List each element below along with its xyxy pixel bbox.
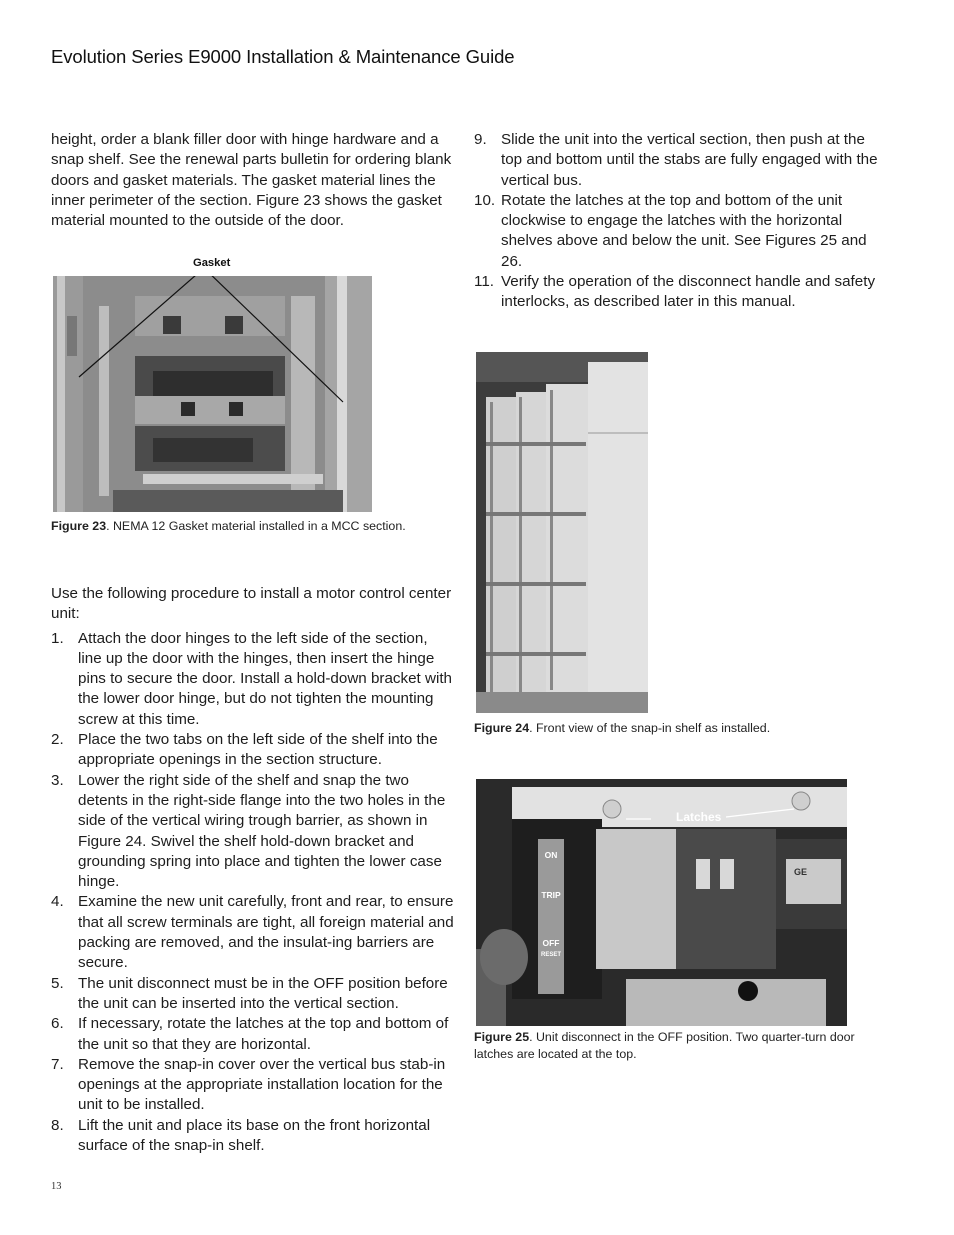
handle-off-label: OFF bbox=[542, 938, 560, 948]
figure-24-photo bbox=[476, 352, 648, 713]
procedure-steps-right bbox=[474, 130, 878, 313]
list-item: 9. Slide the unit into the vertical section, then push at the top and bottom until the stabs are fully engaged with the vertical bus. bbox=[474, 131, 878, 189]
gasket-callout-label: Gasket bbox=[193, 257, 231, 269]
procedure-steps-left bbox=[51, 629, 455, 1157]
unit-disconnect-illustration bbox=[476, 779, 847, 1026]
left-column-intro bbox=[51, 130, 455, 231]
mcc-section-gasket-illustration bbox=[53, 276, 372, 512]
figure-24-caption bbox=[474, 720, 878, 737]
handle-reset-label: RESET bbox=[540, 952, 561, 958]
list-item: 1. Attach the door hinges to the left side of the section, line up the door with the hinges, then insert the hinge pins to secure the door. Install a hold-down bracket with the lower door hinge, but do not tighten the mounting screw at this time. bbox=[51, 629, 452, 728]
list-item: 5. The unit disconnect must be in the OFF position before the unit can be inserted into the vertical section. bbox=[51, 974, 448, 1012]
page-header-title: Evolution Series E9000 Installation & Maintenance Guide bbox=[51, 46, 515, 67]
list-item: 2. Place the two tabs on the left side of the shelf into the appropriate openings in the section structure. bbox=[51, 731, 438, 769]
intro-paragraph: height, order a blank filler door with hinge hardware and a snap shelf. See the renewal parts bulletin for ordering blank doors and gasket materials. The gasket material lines the inner perimeter of the section. Figure 23 shows the gasket material mounted to the outside of the door. bbox=[51, 131, 452, 230]
list-item: 10. Rotate the latches at the top and bottom of the unit clockwise to engage the latches with the horizontal shelves above and below the unit. See Figures 25 and 26. bbox=[474, 191, 867, 270]
figure-25-photo bbox=[476, 779, 847, 1026]
handle-trip-label: TRIP bbox=[541, 890, 561, 900]
figure-23-caption-text: . NEMA 12 Gasket material installed in a MCC section. bbox=[106, 519, 406, 533]
ge-brand-mark: GE bbox=[794, 867, 808, 877]
figure-23-caption bbox=[51, 518, 455, 535]
page-number: 13 bbox=[51, 1181, 62, 1192]
figure-25-caption bbox=[474, 1029, 874, 1063]
figure-23-photo bbox=[53, 276, 372, 512]
snap-in-shelf-illustration bbox=[476, 352, 648, 713]
figure-24-caption-text: . Front view of the snap-in shelf as installed. bbox=[529, 721, 771, 735]
disconnect-handle-labels bbox=[538, 849, 564, 961]
figure-23-label: Figure 23 bbox=[51, 519, 107, 533]
figure-25-label: Figure 25 bbox=[474, 1030, 530, 1044]
list-item: 8. Lift the unit and place its base on the front horizontal surface of the snap-in shelf. bbox=[51, 1116, 431, 1155]
right-column-steps bbox=[474, 130, 878, 313]
figure-25-caption-text: . Unit disconnect in the OFF position. Two quarter-turn door latches are located at the top. bbox=[474, 1030, 855, 1061]
list-item: 11. Verify the operation of the disconnect handle and safety interlocks, as described later in this manual. bbox=[474, 273, 876, 311]
handle-on-label: ON bbox=[544, 850, 558, 860]
list-item: 6. If necessary, rotate the latches at the top and bottom of the unit so that they are horizontal. bbox=[51, 1015, 449, 1053]
list-item: 4. Examine the new unit carefully, front and rear, to ensure that all screw terminals are tight, all foreign material and packing are removed, and the insulat-ing barriers are secure. bbox=[51, 893, 454, 972]
procedure-intro: Use the following procedure to install a motor control center unit: bbox=[51, 585, 452, 623]
list-item: 3. Lower the right side of the shelf and snap the two detents in the right-side flange into the two holes in the side of the vertical wiring trough barrier, as shown in Figure 24. Swivel the shelf hold-down bracket and grounding spring into place and tighten the lower case hinge. bbox=[51, 771, 446, 891]
list-item: 7. Remove the snap-in cover over the vertical bus stab-in openings at the appropriate installation location for the unit to be installed. bbox=[51, 1055, 446, 1114]
latches-callout-label: Latches bbox=[676, 810, 722, 824]
figure-24-label: Figure 24 bbox=[474, 721, 530, 735]
procedure-section bbox=[51, 584, 455, 1156]
